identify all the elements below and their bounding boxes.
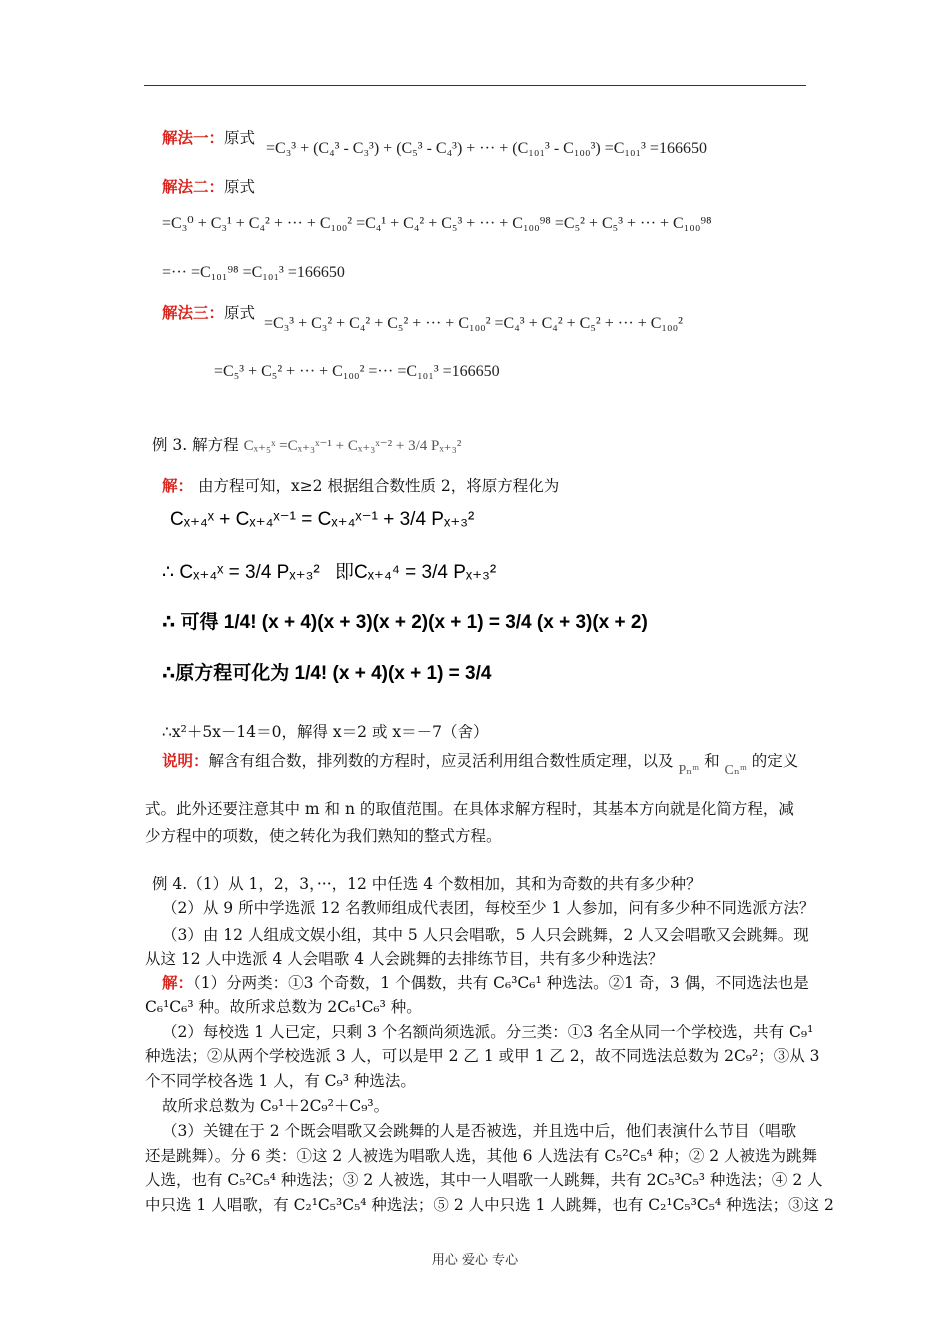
note-and: 和	[704, 752, 720, 770]
example-3-solution-intro	[162, 476, 559, 496]
solution-3-formula-line1: =C₃³ + C₃² + C₄² + C₅² + ··· + C₁₀₀² =C₄³ + C₄² + C₅² + ··· + C₁₀₀²	[264, 315, 683, 332]
example-3-solution-label: 解：	[162, 476, 194, 495]
example-3-result: ∴x²＋5x－14＝0，解得 x＝2 或 x＝－7（舍）	[162, 723, 489, 741]
example-4-solution-label: 解：	[162, 973, 194, 992]
example-4-answer-1-line1	[162, 973, 809, 993]
example-4-answer-3-line1: （3）关键在于 2 个既会唱歌又会跳舞的人是否被选，并且选中后，他们表演什么节目（唱歌	[162, 1122, 797, 1140]
solution-3-label: 解法三：	[162, 303, 225, 322]
note-label: 说明：	[162, 751, 209, 770]
equation-step-3: ∴ 可得 1/4! (x + 4)(x + 3)(x + 2)(x + 1) = 3/4 (x + 3)(x + 2)	[162, 612, 648, 633]
example-4-q3-line2: 从这 12 人中选派 4 人会唱歌 4 人会跳舞的去排练节目，共有多少种选法？	[145, 950, 664, 968]
example-4-q1: 例 4.（1）从 1，2，3，···，12 中任选 4 个数相加，其和为奇数的共有多少种？	[152, 875, 702, 893]
solution-2-prefix: 原式	[224, 178, 256, 196]
solution-3-heading	[162, 303, 255, 323]
solution-1-label: 解法一：	[162, 128, 225, 147]
solution-2-label: 解法二：	[162, 177, 225, 196]
solution-3-prefix: 原式	[224, 304, 256, 322]
example-4-answer-1-line2: C₆¹C₆³ 种。故所求总数为 2C₆¹C₆³ 种。	[145, 998, 422, 1016]
equation-step-2b: 即Cₓ₊₄⁴ = 3/4 Pₓ₊₃²	[334, 562, 497, 583]
example-3-note-line3: 少方程中的项数，使之转化为我们熟知的整式方程。	[145, 827, 502, 845]
solution-2-formula-line1: =C₃⁰ + C₃¹ + C₄² + ··· + C₁₀₀² =C₄¹ + C₄² + C₅³ + ··· + C₁₀₀⁹⁸ =C₅² + C₅³ + ··· + C₁₀₀⁹⁸	[162, 215, 712, 232]
example-4-q2: （2）从 9 所中学选派 12 名教师组成代表团，每校至少 1 人参加，问有多少种不同选派方法？	[162, 899, 815, 917]
page-footer: 用心 爱心 专心	[431, 1253, 519, 1268]
example-4-answer-2-line1: （2）每校选 1 人已定，只剩 3 个名额尚须选派。分三类：①3 名全从同一个学校选，共有 C₉¹	[162, 1023, 814, 1041]
solution-1-formula: =C₃³ + (C₄³ - C₃³) + (C₅³ - C₄³) + ··· + (C₁₀₁³ - C₁₀₀³) =C₁₀₁³ =166650	[266, 140, 707, 157]
example-4-answer-1-text: （1）分两类：①3 个奇数，1 个偶数，共有 C₆³C₆¹ 种选法。②1 奇，3 偶，不同选法也是	[193, 974, 809, 992]
permutation-symbol: Pₙᵐ	[678, 763, 700, 778]
note-text-1: 解含有组合数，排列数的方程时，应灵活利用组合数性质定理，以及	[208, 752, 674, 770]
example-4-answer-2-line3: 个不同学校各选 1 人，有 C₉³ 种选法。	[145, 1072, 416, 1090]
example-4-answer-3-line4: 中只选 1 人唱歌，有 C₂¹C₅³C₅⁴ 种选法；⑤ 2 人中只选 1 人跳舞，也有 C₂¹C₅³C₅⁴ 种选法；③这 2	[145, 1196, 834, 1214]
note-tail: 的定义	[751, 752, 799, 770]
combination-symbol: Cₙᵐ	[724, 763, 747, 778]
equation-step-2a: ∴ Cₓ₊₄ˣ = 3/4 Pₓ₊₃²	[162, 562, 320, 583]
example-4-q3-line1: （3）由 12 人组成文娱小组，其中 5 人只会唱歌，5 人只会跳舞，2 人又会唱歌又会跳舞。现	[162, 926, 809, 944]
example-3-title	[152, 435, 461, 456]
equation-step-4: ∴原方程可化为 1/4! (x + 4)(x + 1) = 3/4	[162, 663, 492, 684]
example-3-note-line2: 式。此外还要注意其中 m 和 n 的取值范围。在具体求解方程时，其基本方向就是化简方程，减	[145, 800, 794, 818]
solution-1-heading	[162, 128, 255, 148]
example-3-note-line1	[162, 751, 799, 778]
example-3-title-text: 例 3. 解方程	[152, 436, 239, 454]
example-4-answer-3-line3: 人选，也有 C₅²C₅⁴ 种选法；③ 2 人被选，其中一人唱歌一人跳舞，共有 2C₅³C₅³ 种选法；④ 2 人	[145, 1171, 823, 1189]
equation-step-2	[162, 563, 496, 583]
example-4-answer-3-line2: 还是跳舞）。分 6 类：①这 2 人被选为唱歌人选，其他 6 人选法有 C₅²C₅⁴ 种；② 2 人被选为跳舞	[145, 1147, 818, 1165]
example-4-answer-2-line2: 种选法；②从两个学校选派 3 人，可以是甲 2 乙 1 或甲 1 乙 2，故不同选法总数为 2C₉²；③从 3	[145, 1047, 820, 1065]
solution-3-formula-line2: =C₅³ + C₅² + ··· + C₁₀₀² =··· =C₁₀₁³ =166650	[214, 363, 500, 380]
example-3-equation: Cₓ₊₅ˣ =Cₓ₊₃ˣ⁻¹ + Cₓ₊₃ˣ⁻² + 3/4 Pₓ₊₃²	[243, 438, 462, 454]
example-4-answer-2-line4: 故所求总数为 C₉¹＋2C₉²＋C₉³。	[162, 1097, 390, 1115]
solution-2-heading	[162, 177, 255, 197]
solution-1-prefix: 原式	[224, 129, 256, 147]
solution-2-formula-line2: =··· =C₁₀₁⁹⁸ =C₁₀₁³ =166650	[162, 264, 345, 281]
header-rule	[144, 85, 806, 86]
equation-step-1: Cₓ₊₄ˣ + Cₓ₊₄ˣ⁻¹ = Cₓ₊₄ˣ⁻¹ + 3/4 Pₓ₊₃²	[170, 509, 475, 530]
example-3-solution-text: 由方程可知，x≥2 根据组合数性质 2，将原方程化为	[197, 477, 560, 495]
